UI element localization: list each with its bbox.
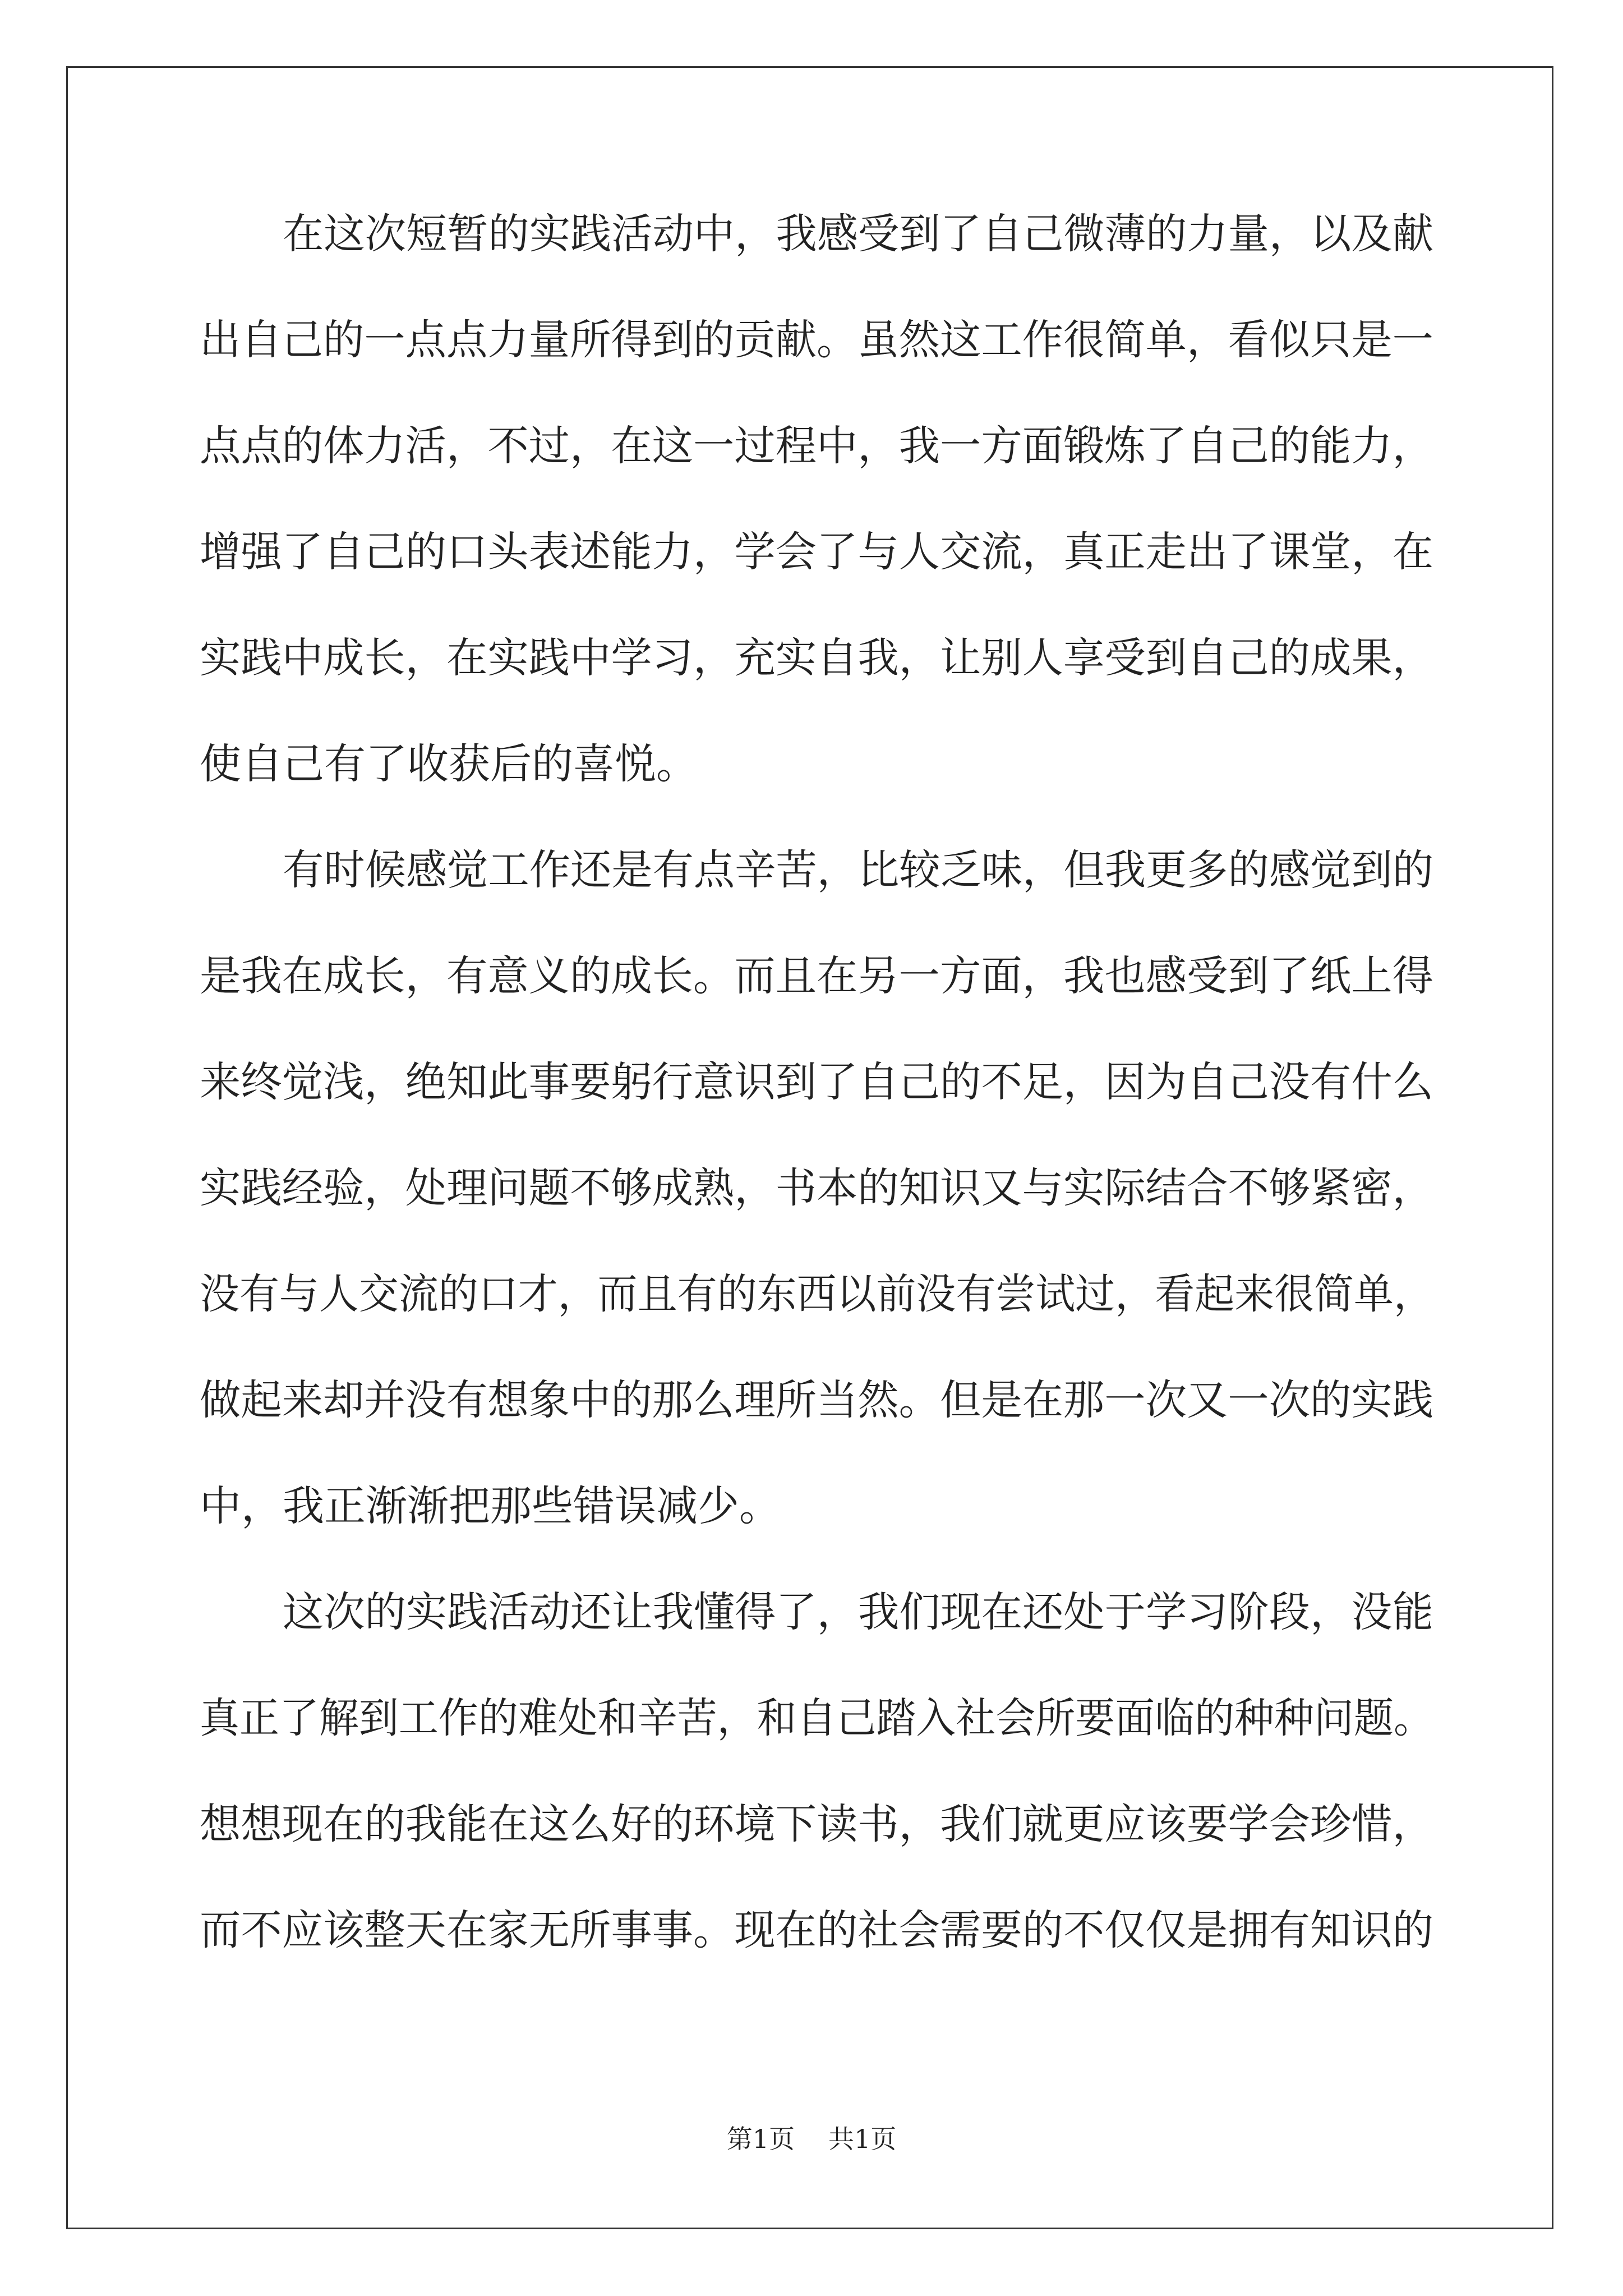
text-line (200, 1482, 1433, 1591)
text-line (200, 1800, 1433, 1910)
text-line (200, 952, 1433, 1061)
line-text: 中，我正渐渐把那些错误减少。 (200, 1482, 781, 1530)
line-text: 而不应该整天在家无所事事。现在的社会需要的不仅仅是拥有知识的 (200, 1906, 1433, 1954)
text-line (200, 846, 1433, 955)
line-text: 做起来却并没有想象中的那么理所当然。但是在那一次又一次的实践 (200, 1376, 1433, 1424)
text-line (200, 634, 1433, 743)
page-footer (0, 2126, 1623, 2152)
page-current: 第1页 (726, 2124, 795, 2154)
document-body (200, 210, 1433, 2016)
text-line (200, 1058, 1433, 1167)
line-text: 在这次短暂的实践活动中，我感受到了自己微薄的力量，以及献 (283, 210, 1433, 258)
text-line (200, 1164, 1433, 1273)
line-text: 是我在成长，有意义的成长。而且在另一方面，我也感受到了纸上得 (200, 952, 1433, 1000)
text-line (200, 1376, 1433, 1485)
line-text: 真正了解到工作的难处和辛苦，和自己踏入社会所要面临的种种问题。 (200, 1694, 1433, 1742)
page-total: 共1页 (828, 2124, 897, 2154)
text-line (200, 422, 1433, 531)
line-text: 点点的体力活，不过，在这一过程中，我一方面锻炼了自己的能力， (200, 422, 1433, 470)
line-text: 有时候感觉工作还是有点辛苦，比较乏味，但我更多的感觉到的 (283, 846, 1433, 894)
line-text: 想想现在的我能在这么好的环境下读书，我们就更应该要学会珍惜， (200, 1800, 1433, 1848)
text-line (200, 1694, 1433, 1803)
text-line (200, 1270, 1433, 1379)
line-text: 来终觉浅，绝知此事要躬行意识到了自己的不足，因为自己没有什么 (200, 1058, 1433, 1106)
line-text: 使自己有了收获后的喜悦。 (200, 740, 698, 788)
text-line (200, 740, 1433, 849)
text-line (200, 1588, 1433, 1697)
line-text: 实践经验，处理问题不够成熟，书本的知识又与实际结合不够紧密， (200, 1164, 1433, 1212)
line-text: 没有与人交流的口才，而且有的东西以前没有尝试过，看起来很简单， (200, 1270, 1433, 1318)
text-line (200, 210, 1433, 319)
text-line (200, 528, 1433, 637)
line-text: 增强了自己的口头表述能力，学会了与人交流，真正走出了课堂，在 (200, 528, 1433, 576)
text-line (200, 1906, 1433, 2016)
text-line (200, 316, 1433, 425)
line-text: 实践中成长，在实践中学习，充实自我，让别人享受到自己的成果， (200, 634, 1433, 682)
line-text: 出自己的一点点力量所得到的贡献。虽然这工作很简单，看似只是一 (200, 316, 1433, 364)
line-text: 这次的实践活动还让我懂得了，我们现在还处于学习阶段，没能 (283, 1588, 1433, 1636)
